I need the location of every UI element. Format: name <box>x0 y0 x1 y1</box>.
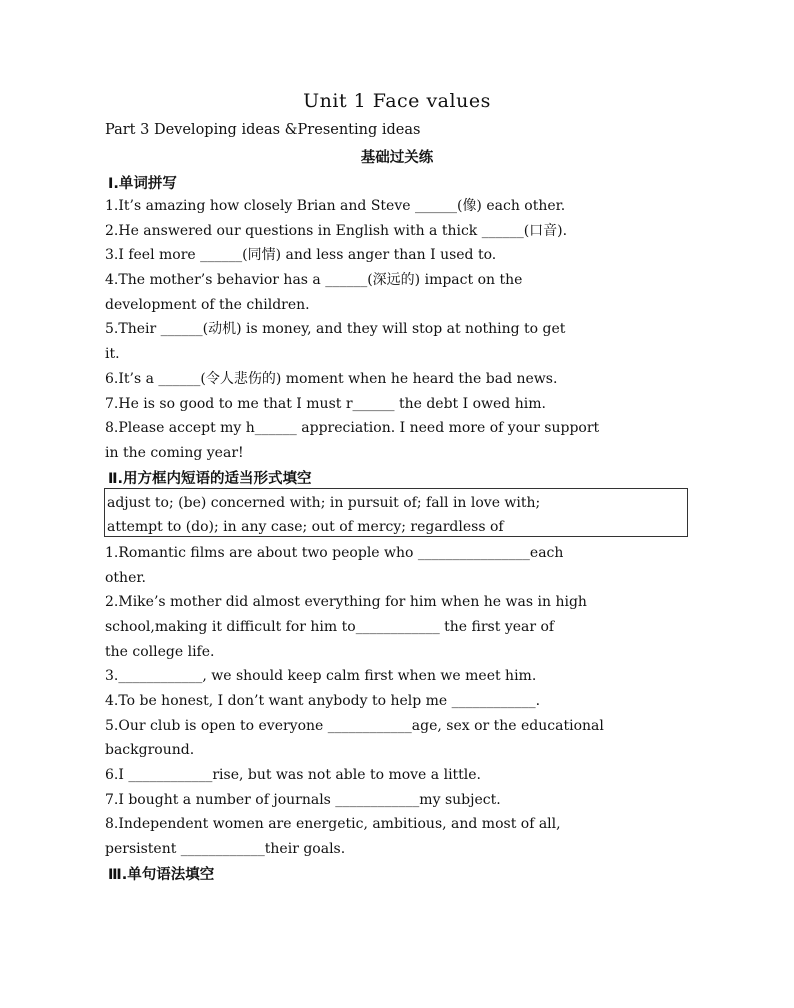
s2-line-10: 6.I ____________rise, but was not able to move a little. <box>105 767 482 783</box>
s1-line-10: 8.Please accept my h______ appreciation. I need more of your support <box>105 420 600 436</box>
section-2-heading: Ⅱ.用方框内短语的适当形式填空 <box>108 471 312 487</box>
s2-line-13: persistent ____________their goals. <box>105 841 346 857</box>
s2-line-6: 3.____________, we should keep calm first when we meet him. <box>105 668 537 684</box>
s1-line-5: development of the children. <box>105 297 310 313</box>
section-3-heading: Ⅲ.单句语法填空 <box>108 867 215 883</box>
phrase-box-line-1: adjust to; (be) concerned with; in pursuit of; fall in love with; <box>107 495 541 511</box>
s1-line-3: 3.I feel more ______(同情) and less anger than I used to. <box>105 247 497 263</box>
s2-line-11: 7.I bought a number of journals ____________my subject. <box>105 792 501 808</box>
s2-line-8: 5.Our club is open to everyone ____________age, sex or the educational <box>105 718 604 734</box>
section-1-heading: Ⅰ.单词拼写 <box>108 176 177 192</box>
exercise-heading: 基础过关练 <box>360 150 434 166</box>
s1-line-2: 2.He answered our questions in English with a thick ______(口音). <box>105 223 568 239</box>
s2-line-1: 1.Romantic films are about two people who ________________each <box>105 545 564 561</box>
s1-line-11: in the coming year! <box>105 445 244 461</box>
s2-line-12: 8.Independent women are energetic, ambitious, and most of all, <box>105 816 561 832</box>
s1-line-4: 4.The mother’s behavior has a ______(深远的) impact on the <box>105 272 523 288</box>
s2-line-7: 4.To be honest, I don’t want anybody to help me ____________. <box>105 693 541 709</box>
s1-line-6: 5.Their ______(动机) is money, and they will stop at nothing to get <box>105 321 566 337</box>
s1-line-1: 1.It’s amazing how closely Brian and Steve ______(像) each other. <box>105 198 566 214</box>
s2-line-2: other. <box>105 570 146 586</box>
page-subtitle: Part 3 Developing ideas &Presenting ideas <box>105 122 421 138</box>
s2-line-3: 2.Mike’s mother did almost everything for him when he was in high <box>105 594 587 610</box>
s1-line-7: it. <box>105 346 120 362</box>
s1-line-9: 7.He is so good to me that I must r______ the debt I owed him. <box>105 396 546 412</box>
s2-line-9: background. <box>105 742 195 758</box>
phrase-box <box>104 488 688 537</box>
s2-line-5: the college life. <box>105 644 215 660</box>
s1-line-8: 6.It’s a ______(令人悲伤的) moment when he heard the bad news. <box>105 371 558 387</box>
phrase-box-line-2: attempt to (do); in any case; out of mercy; regardless of <box>107 519 504 535</box>
s2-line-4: school,making it difficult for him to____________ the first year of <box>105 619 555 635</box>
page-title: Unit 1 Face values <box>303 90 491 112</box>
